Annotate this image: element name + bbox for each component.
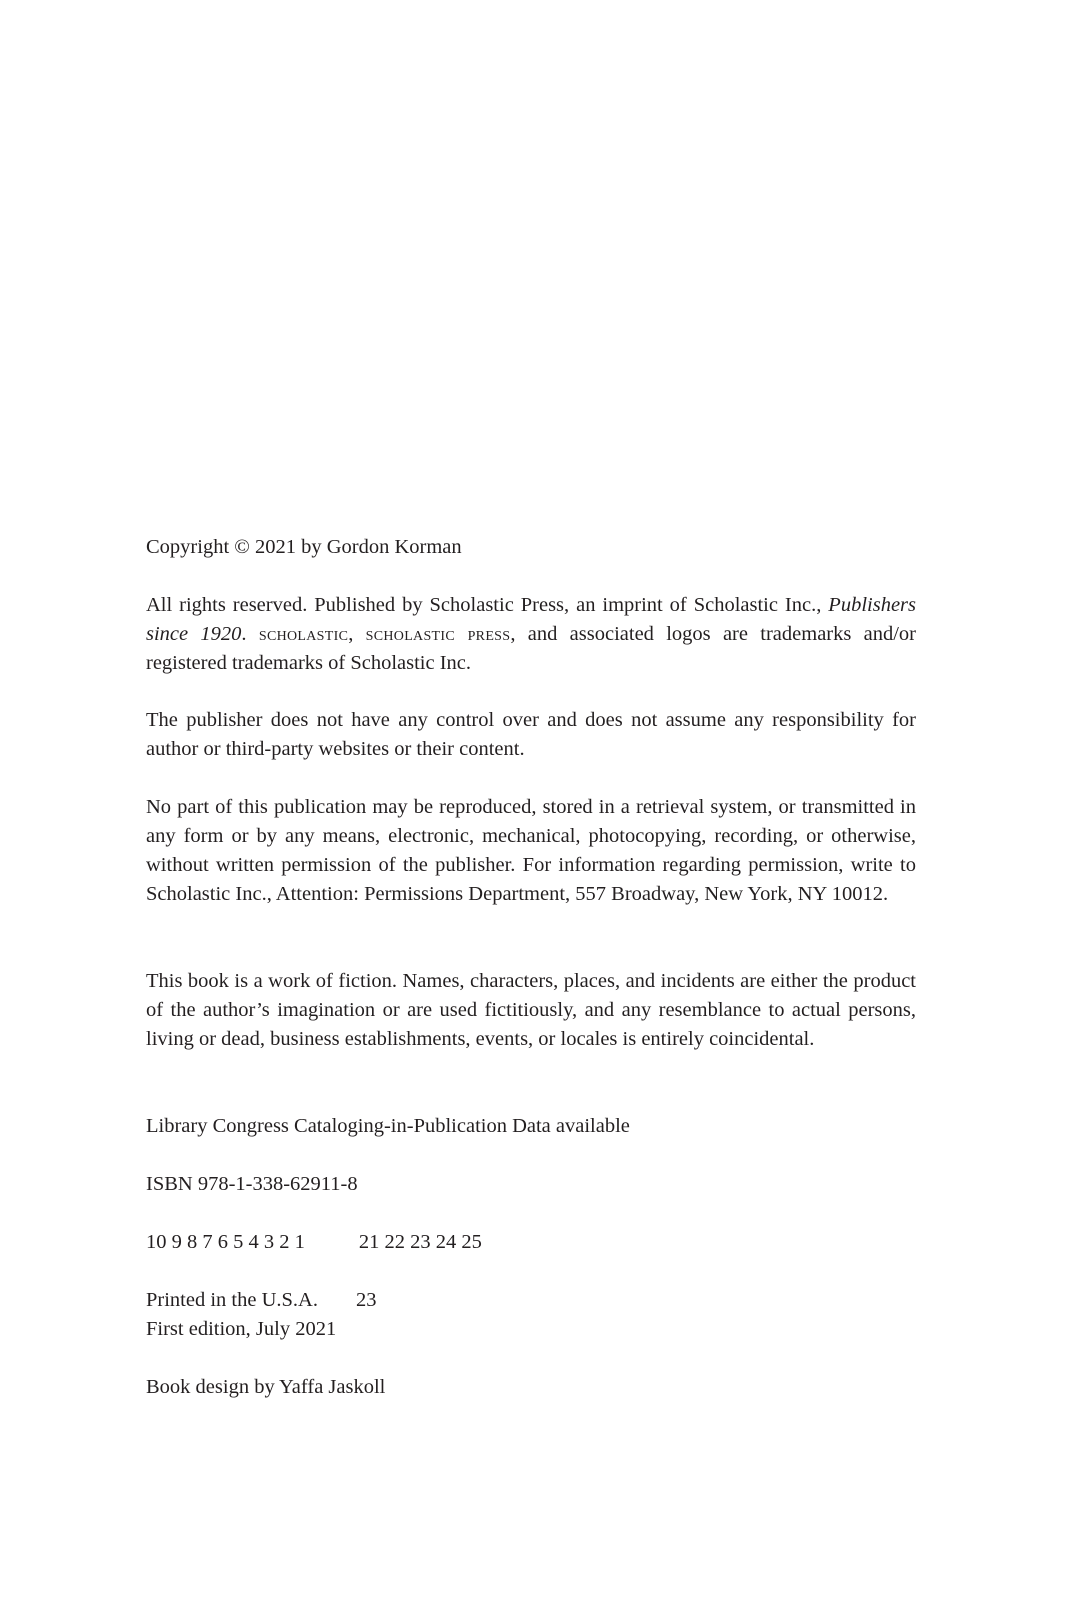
reproduction-paragraph: No part of this publication may be reproduced, stored in a retrieval system, or transmitted in any form or by any means, electronic, mechanical, photocopying, recording, or otherwise, without written permission of the publisher. For information regarding permission, write to Scholastic Inc., Attention: Permissions Department, 557 Broadway, New York, NY 10012. (146, 796, 916, 905)
printing-years: 21 22 23 24 25 (358, 1231, 482, 1253)
printed-in-block (146, 1286, 916, 1344)
impression-numbers: 10 9 8 7 6 5 4 3 2 1 (146, 1231, 305, 1253)
printed-in-label: Printed in the U.S.A. (146, 1289, 318, 1311)
fiction-paragraph: This book is a work of fiction. Names, characters, places, and incidents are either the product of the author’s imagination or are used fictitiously, and any resemblance to actual persons, living or dead, business establishments, events, or locales is entirely coincidental. (146, 970, 916, 1050)
rights-separator: , (348, 623, 366, 645)
trademark-scholastic: scholastic (258, 623, 349, 645)
disclaimer-paragraph: The publisher does not have any control over and does not assume any responsibility for author or third-party websites or their content. (146, 709, 916, 760)
printer-code: 23 (355, 1289, 377, 1311)
printing-line (146, 1228, 916, 1257)
copyright-line: Copyright © 2021 by Gordon Korman (146, 536, 462, 558)
rights-paragraph (146, 591, 916, 678)
rights-text-2: . (241, 623, 259, 645)
rights-publishers-since: Publishers since 1920 (146, 594, 916, 645)
book-design-credit: Book design by Yaffa Jaskoll (146, 1376, 386, 1398)
trademark-scholastic-press: scholastic press (365, 623, 511, 645)
rights-text-3: , and associated logos are trademarks and/or registered trademarks of Scholastic Inc. (146, 623, 917, 674)
isbn-line: ISBN 978-1-338-62911-8 (146, 1173, 358, 1195)
edition-line: First edition, July 2021 (146, 1318, 337, 1340)
cip-line: Library Congress Cataloging-in-Publication Data available (146, 1115, 630, 1137)
rights-text-1: All rights reserved. Published by Scholastic Press, an imprint of Scholastic Inc., (146, 594, 829, 616)
